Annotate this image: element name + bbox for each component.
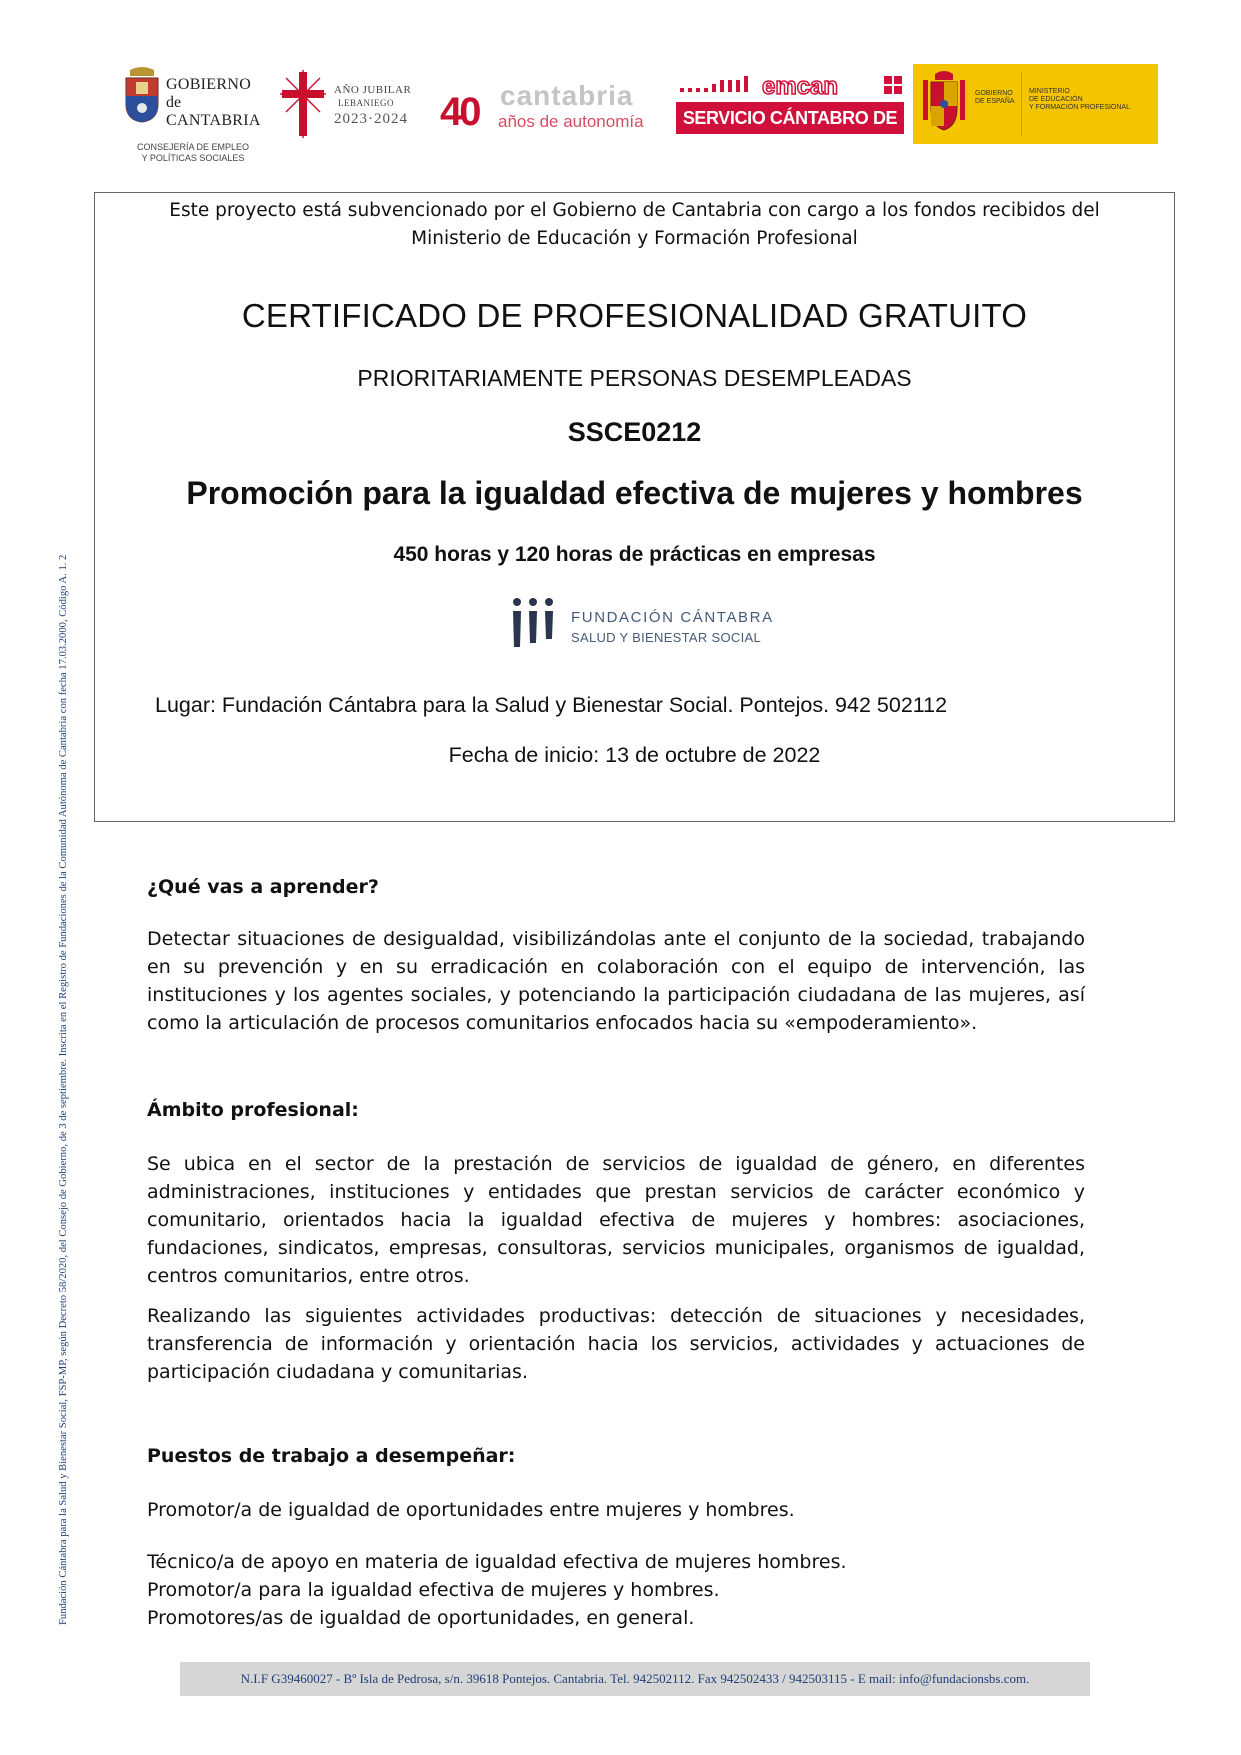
svg-text:emcan: emcan [762, 74, 839, 98]
job-item: Técnico/a de apoyo en materia de igualdad efectiva de mujeres hombres. [147, 1551, 847, 1573]
job-item: Promotores/as de igualdad de oportunidades, en general. [147, 1607, 695, 1629]
course-name: Promoción para la igualdad efectiva de mujeres y hombres [186, 475, 1083, 511]
course-hours: 450 horas y 120 horas de prácticas en empresas [393, 543, 876, 566]
registry-side-text: Fundación Cántabra para la Salud y Bienestar Social, FSP-MP, según Decreto 58/2020, del Consejo de Gobierno, de 3 de septiembre. Inscrita en el Registro de Fundaciones de la Comunidad Autónoma de Cantabria con fecha 17.03.2000, Código A. 1. 2 [58, 554, 69, 1625]
cantabria-word: CANTABRIA [166, 112, 261, 129]
de-word: de [166, 94, 182, 111]
fundacion-subtitle: SALUD Y BIENESTAR SOCIAL [571, 630, 761, 645]
section-paragraph: Realizando las siguientes actividades productivas: detección de situaciones y necesidades, transferencia de información y orientación hacia los servicios, actividades y actuaciones de participación ciudadana y comunitarias. [147, 1305, 1085, 1383]
section-paragraph: Detectar situaciones de desigualdad, visibilizándolas ante el conjunto de la sociedad, trabajando en su prevención y en su erradicación en colaboración con el equipo de intervención, las instituciones y los agentes sociales, y potenciando la participación ciudadana de las mujeres, así como la articulación de procesos comunitarios enfocados hacia su «empoderamiento». [147, 928, 1085, 1034]
fundacion-cantabra-logo [509, 597, 789, 653]
course-location: Lugar: Fundación Cántabra para la Salud y Bienestar Social. Pontejos. 942 502112 [155, 693, 948, 717]
autonomia-text: años de autonomía [498, 112, 644, 131]
logo-strip [118, 60, 1188, 170]
cantabria-40-logo [440, 80, 668, 140]
fundacion-name: FUNDACIÓN CÁNTABRA [571, 609, 774, 626]
job-item: Promotor/a de igualdad de oportunidades entre mujeres y hombres. [147, 1499, 795, 1521]
section-heading: Ámbito profesional: [147, 1099, 359, 1121]
ministerio-divider [1021, 72, 1022, 136]
ano-jubilar-logo [276, 68, 436, 148]
gobierno-word: GOBIERNO [166, 76, 252, 93]
gobierno-espana-text: GOBIERNO DE ESPAÑA [975, 90, 1015, 105]
priority-audience: PRIORITARIAMENTE PERSONAS DESEMPLEADAS [357, 365, 912, 391]
course-code: SSCE0212 [567, 417, 702, 447]
lebaniego-text: LEBANIEGO [338, 98, 394, 108]
section-aprender [147, 873, 1085, 1037]
cross-icon [276, 68, 330, 140]
section-ambito [147, 1096, 1085, 1386]
jubilar-years: 2023·2024 [334, 111, 408, 127]
section-paragraph: Se ubica en el sector de la prestación de servicios de igualdad de género, en diferentes administraciones, instituciones y entidades que prestan servicios de carácter económico y comunitario, orientados hacia la igualdad efectiva de mujeres y hombres: asociaciones, fundaciones, sindicatos, empresas, consultoras, servicios municipales, organismos de igualdad, centros comunitarios, entre otros. [147, 1153, 1085, 1287]
emcan-logo [676, 74, 904, 160]
gobierno-cantabria-logo [118, 62, 268, 170]
ano-jubilar-text: AÑO JUBILAR [334, 84, 412, 96]
section-heading: Puestos de trabajo a desempeñar: [147, 1445, 516, 1467]
section-heading: ¿Qué vas a aprender? [147, 876, 379, 898]
spain-coat-of-arms-icon [921, 70, 967, 136]
coat-of-arms-icon [122, 66, 162, 124]
consejeria-text: CONSEJERÍA DE EMPLEO Y POLÍTICAS SOCIALES [136, 142, 250, 163]
course-info-box [94, 192, 1175, 822]
cantabria-wordmark: cantabria [500, 80, 634, 111]
forty-number: 40 [440, 90, 479, 134]
ministerio-text: MINISTERIO DE EDUCACIÓN Y FORMACIÓN PROFESIONAL [1029, 88, 1130, 111]
subsidy-notice: Este proyecto está subvencionado por el Gobierno de Cantabria con cargo a los fondos recibidos del Ministerio de Educación y Formación Profesional [169, 200, 1100, 249]
servicio-empleo-bar: SERVICIO CÁNTABRO DE EMPLEO [676, 102, 904, 134]
certificate-title: CERTIFICADO DE PROFESIONALIDAD GRATUITO [241, 297, 1028, 334]
job-item: Promotor/a para la igualdad efectiva de mujeres y hombres. [147, 1579, 720, 1601]
footer-contact: N.I.F G39460027 - Bº Isla de Pedrosa, s/n. 39618 Pontejos. Cantabria. Tel. 942502112. Fax 942502433 / 942503115 - E mail: info@fundacionsbs.com. [180, 1662, 1090, 1696]
ministerio-logo [913, 64, 1158, 144]
emcan-wordmark [676, 74, 904, 98]
course-start-date: Fecha de inicio: 13 de octubre de 2022 [448, 743, 821, 767]
section-puestos [147, 1442, 1085, 1632]
fundacion-figures-icon [509, 597, 557, 649]
